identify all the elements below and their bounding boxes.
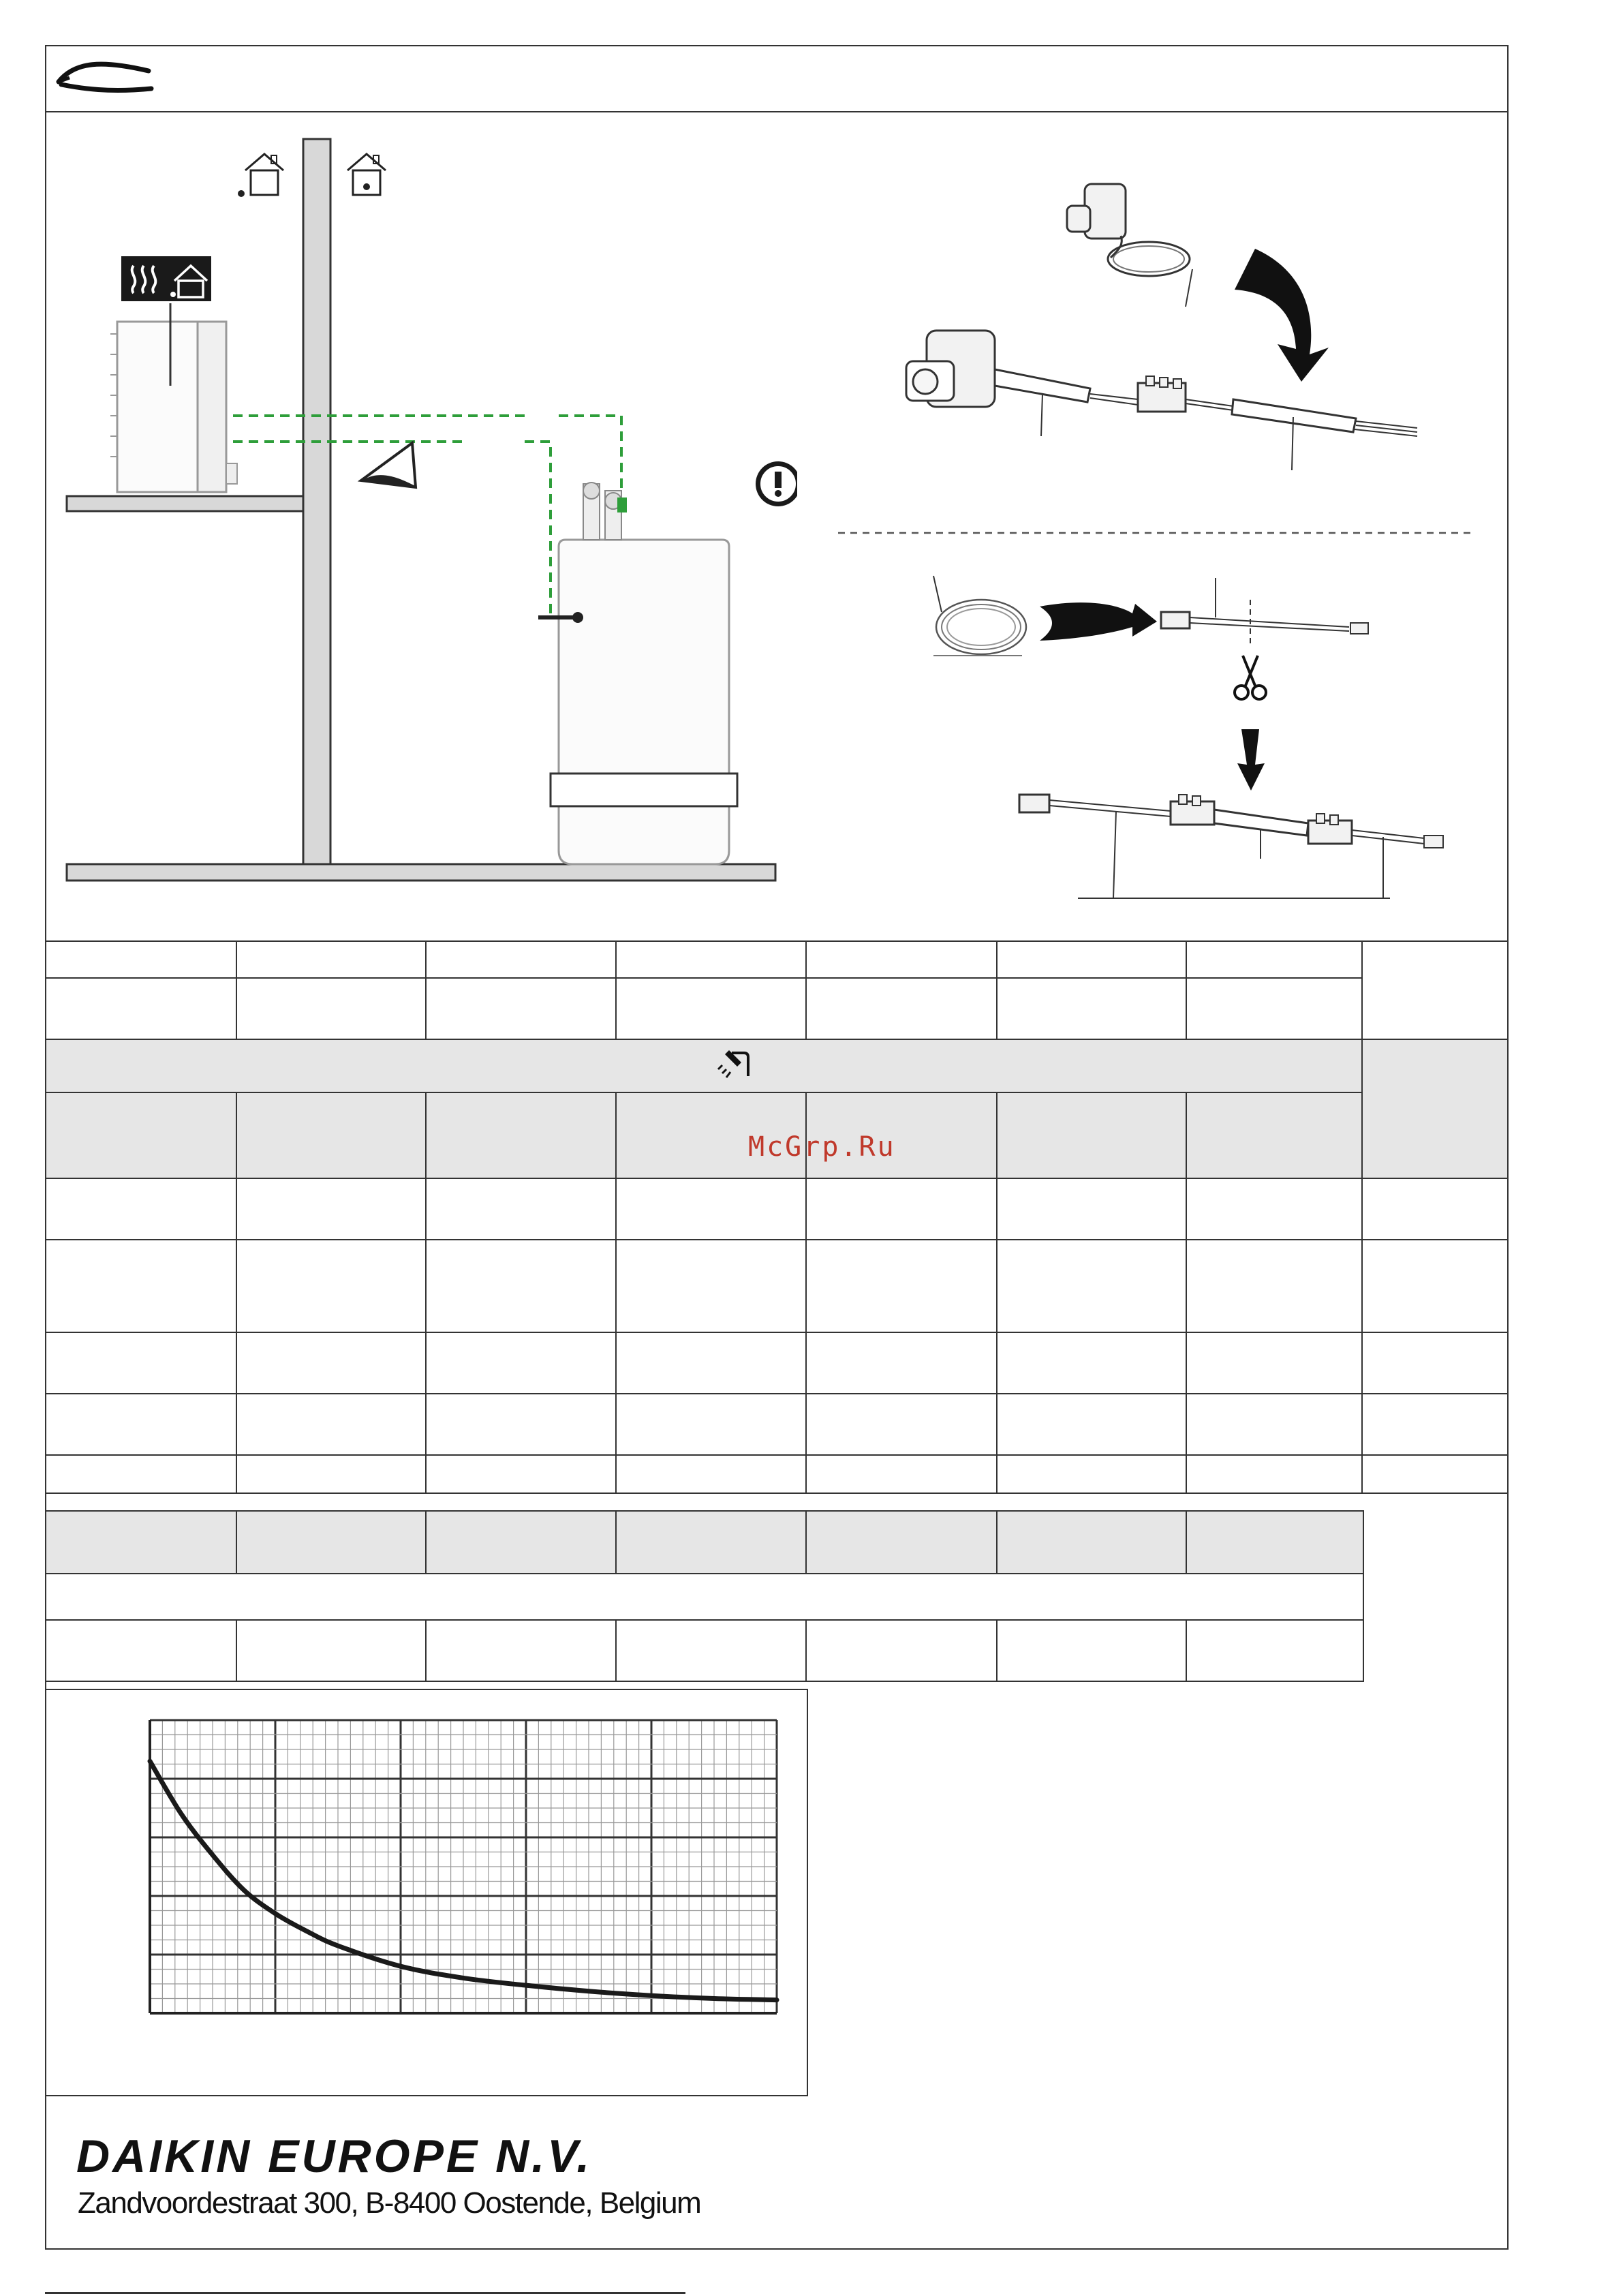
table-cell xyxy=(806,941,997,978)
table-cell xyxy=(1186,978,1362,1039)
table-cell xyxy=(426,1240,616,1332)
table-cell xyxy=(1362,1394,1508,1455)
table-cell xyxy=(1186,1455,1362,1493)
ground xyxy=(67,864,775,881)
table-cell xyxy=(1186,1092,1362,1178)
table-cell xyxy=(236,978,427,1039)
table-cell xyxy=(426,1178,616,1240)
pliers-tool-icon xyxy=(55,57,157,101)
table-cell xyxy=(616,941,806,978)
table-cell xyxy=(1186,1394,1362,1455)
table-cell xyxy=(997,1332,1187,1394)
header-divider xyxy=(45,111,1509,112)
table-cell xyxy=(997,978,1187,1039)
table-cell xyxy=(997,1620,1187,1681)
table-cell xyxy=(426,1092,616,1178)
table-cell xyxy=(997,1455,1187,1493)
table-cell xyxy=(616,1394,806,1455)
table-cell xyxy=(236,1620,427,1681)
table-cell xyxy=(236,1092,427,1178)
arrow-down-icon xyxy=(1237,729,1265,791)
table-cell xyxy=(236,1511,427,1574)
secondary-table xyxy=(45,1510,1364,1682)
installation-diagram xyxy=(61,129,797,896)
table-cell xyxy=(46,1092,236,1178)
arrow-right-icon xyxy=(1040,602,1157,641)
table-cell xyxy=(616,1620,806,1681)
table-cell xyxy=(236,941,427,978)
arrow-curve-icon xyxy=(1235,249,1329,382)
table-cell xyxy=(1362,1039,1508,1178)
table-cell xyxy=(236,1394,427,1455)
table-cell xyxy=(46,1240,236,1332)
table-cell xyxy=(1186,1620,1363,1681)
table-cell xyxy=(616,1511,806,1574)
table-cell xyxy=(1362,1455,1508,1493)
table-cell xyxy=(806,1455,997,1493)
table-cell xyxy=(46,1332,236,1394)
table-cell xyxy=(1186,1178,1362,1240)
table-cell xyxy=(426,1455,616,1493)
company-address: Zandvoordestraat 300, B-8400 Oostende, Belgium xyxy=(78,2186,701,2220)
cable-connector xyxy=(1161,578,1368,647)
table-cell xyxy=(1362,1178,1508,1240)
table-cell xyxy=(1186,1511,1363,1574)
table-cell xyxy=(236,1332,427,1394)
table-cell xyxy=(46,941,236,978)
table-cell xyxy=(806,1394,997,1455)
table-cell xyxy=(1362,941,1508,1039)
table-cell xyxy=(1362,1332,1508,1394)
wall xyxy=(303,139,330,865)
sensor-large xyxy=(906,331,1417,470)
shower-header-row xyxy=(46,1039,1362,1092)
table-cell xyxy=(997,1092,1187,1178)
water-tank xyxy=(538,483,737,864)
table-cell xyxy=(46,978,236,1039)
table-cell xyxy=(1186,1332,1362,1394)
table-cell xyxy=(426,941,616,978)
table-cell xyxy=(806,1332,997,1394)
table-cell xyxy=(426,1511,616,1574)
table-cell xyxy=(997,941,1187,978)
table-cell xyxy=(426,1332,616,1394)
table-cell xyxy=(616,978,806,1039)
outdoor-house-icon xyxy=(238,154,283,197)
table-cell xyxy=(997,1240,1187,1332)
table-cell xyxy=(426,1394,616,1455)
table-cell xyxy=(236,1178,427,1240)
table-cell xyxy=(46,1178,236,1240)
table-cell xyxy=(806,1620,997,1681)
table-cell xyxy=(997,1511,1187,1574)
decay-chart xyxy=(143,1715,784,2028)
table-cell xyxy=(46,1394,236,1455)
wire-coil xyxy=(933,576,1026,656)
scissors-icon xyxy=(1235,656,1266,699)
exclamation-warning-icon xyxy=(756,461,797,506)
table-cell xyxy=(806,1178,997,1240)
table-cell xyxy=(997,1178,1187,1240)
table-cell xyxy=(1186,1240,1362,1332)
table-cell xyxy=(1186,941,1362,978)
table-cell xyxy=(616,1332,806,1394)
indoor-house-icon xyxy=(347,154,386,195)
shower-icon xyxy=(717,1049,752,1080)
watermark-text: McGrp.Ru xyxy=(748,1131,896,1163)
table-cell xyxy=(46,1511,236,1574)
table-cell xyxy=(616,1178,806,1240)
heating-outdoor-icon xyxy=(121,256,211,301)
table-cell xyxy=(426,1620,616,1681)
table-cell xyxy=(426,978,616,1039)
bottom-rule xyxy=(45,2292,685,2294)
spliced-cable xyxy=(1019,795,1443,898)
table-cell xyxy=(46,1620,236,1681)
sensor-cable-diagram xyxy=(838,170,1492,906)
eye-icon xyxy=(361,443,416,487)
table-cell xyxy=(806,1511,997,1574)
company-name: DAIKIN EUROPE N.V. xyxy=(76,2130,593,2182)
sensor-small xyxy=(1067,184,1192,307)
table-cell xyxy=(1362,1240,1508,1332)
outdoor-unit xyxy=(110,303,237,492)
table-cell xyxy=(997,1394,1187,1455)
table-cell xyxy=(46,1574,1363,1620)
spec-table xyxy=(45,940,1509,1494)
table-cell xyxy=(616,1455,806,1493)
table-cell xyxy=(46,1455,236,1493)
table-cell xyxy=(806,1240,997,1332)
table-cell xyxy=(806,978,997,1039)
outdoor-floor xyxy=(67,496,303,511)
table-cell xyxy=(616,1240,806,1332)
table-cell xyxy=(236,1455,427,1493)
table-cell xyxy=(236,1240,427,1332)
